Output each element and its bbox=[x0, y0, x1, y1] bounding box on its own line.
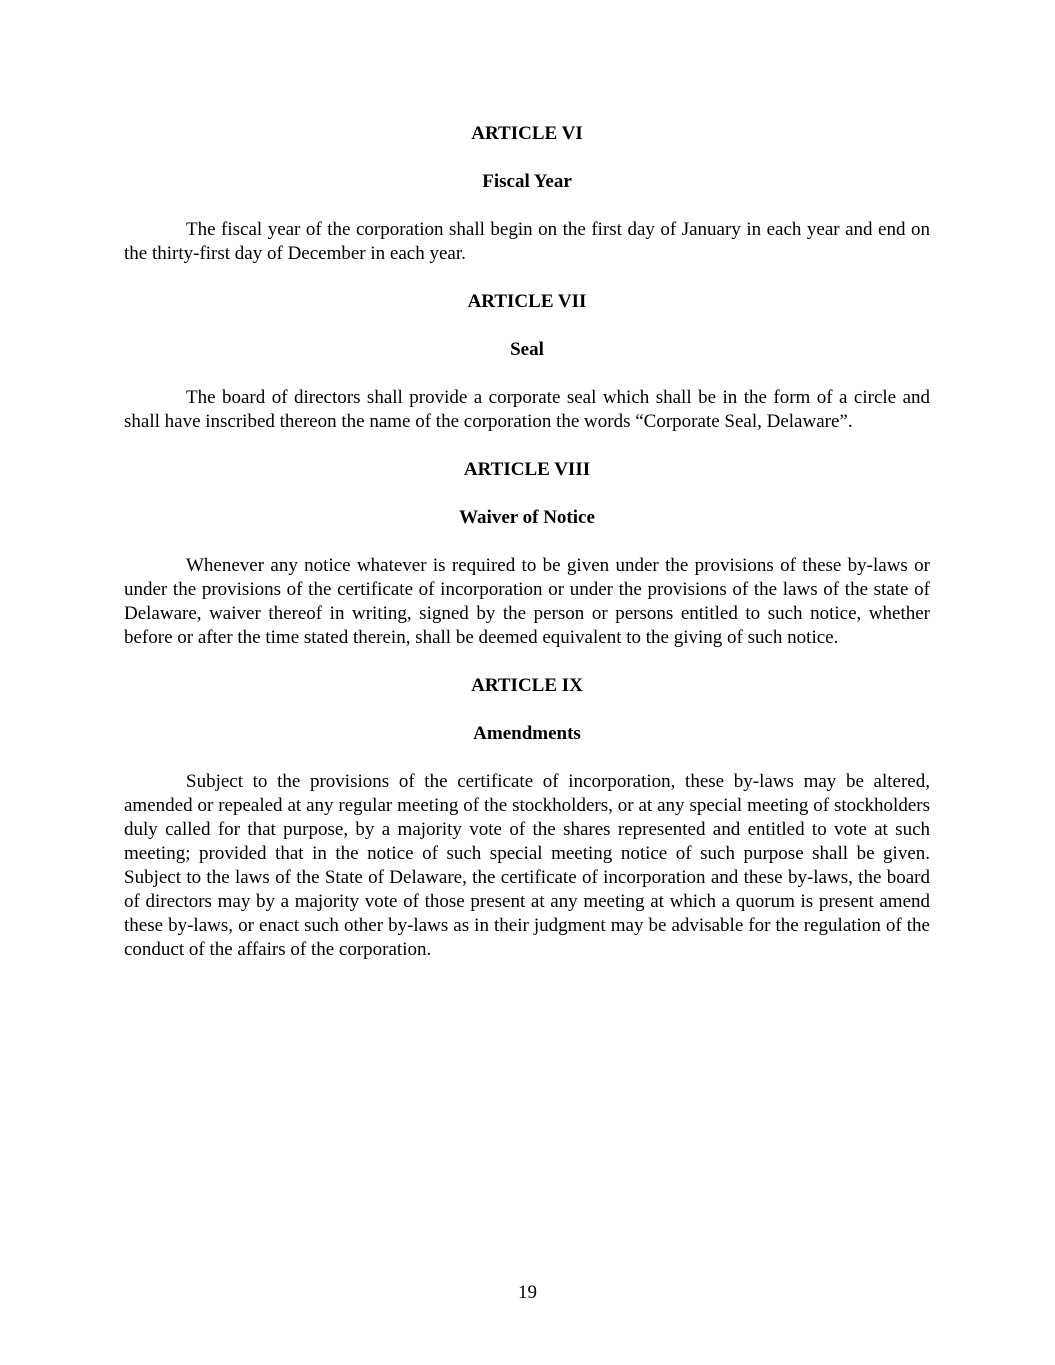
article-section-7 bbox=[124, 290, 930, 434]
article-title: Seal bbox=[510, 339, 544, 360]
article-body: Subject to the provisions of the certificate of incorporation, these by-laws may be altered, amended or repealed at any regular meeting of the stockholders, or at any special meeting of stockholders duly called for that purpose, by a majority vote of the shares represented and entitled to vote at such meeting; provided that in the notice of such special meeting notice of such purpose shall be given. Subject to the laws of the State of Delaware, the certificate of incorporation and these by-laws, the board of directors may by a majority vote of those present at any meeting at which a quorum is present amend these by-laws, or enact such other by-laws as in their judgment may be advisable for the regulation of the conduct of the affairs of the corporation. bbox=[124, 771, 930, 960]
article-heading: ARTICLE VI bbox=[471, 123, 583, 144]
page-number: 19 bbox=[518, 1282, 537, 1303]
article-section-9 bbox=[124, 674, 930, 962]
article-section-8 bbox=[124, 458, 930, 650]
article-heading: ARTICLE VII bbox=[467, 291, 587, 312]
article-body: The board of directors shall provide a corporate seal which shall be in the form of a circle and shall have inscribed thereon the name of the corporation the words “Corporate Seal, Delaware”. bbox=[124, 387, 930, 432]
article-title: Amendments bbox=[473, 723, 581, 744]
article-title: Fiscal Year bbox=[482, 171, 572, 192]
article-body: The fiscal year of the corporation shall begin on the first day of January in each year and end on the thirty-first day of December in each year. bbox=[124, 219, 930, 264]
article-heading: ARTICLE VIII bbox=[463, 459, 591, 480]
article-body: Whenever any notice whatever is required to be given under the provisions of these by-laws or under the provisions of the certificate of incorporation or under the provisions of the laws of the state of Delaware, waiver thereof in writing, signed by the person or persons entitled to such notice, whether before or after the time stated therein, shall be deemed equivalent to the giving of such notice. bbox=[124, 555, 930, 648]
article-heading: ARTICLE IX bbox=[471, 675, 583, 696]
document-page bbox=[124, 122, 930, 962]
article-section-6 bbox=[124, 122, 930, 266]
article-title: Waiver of Notice bbox=[459, 507, 595, 528]
